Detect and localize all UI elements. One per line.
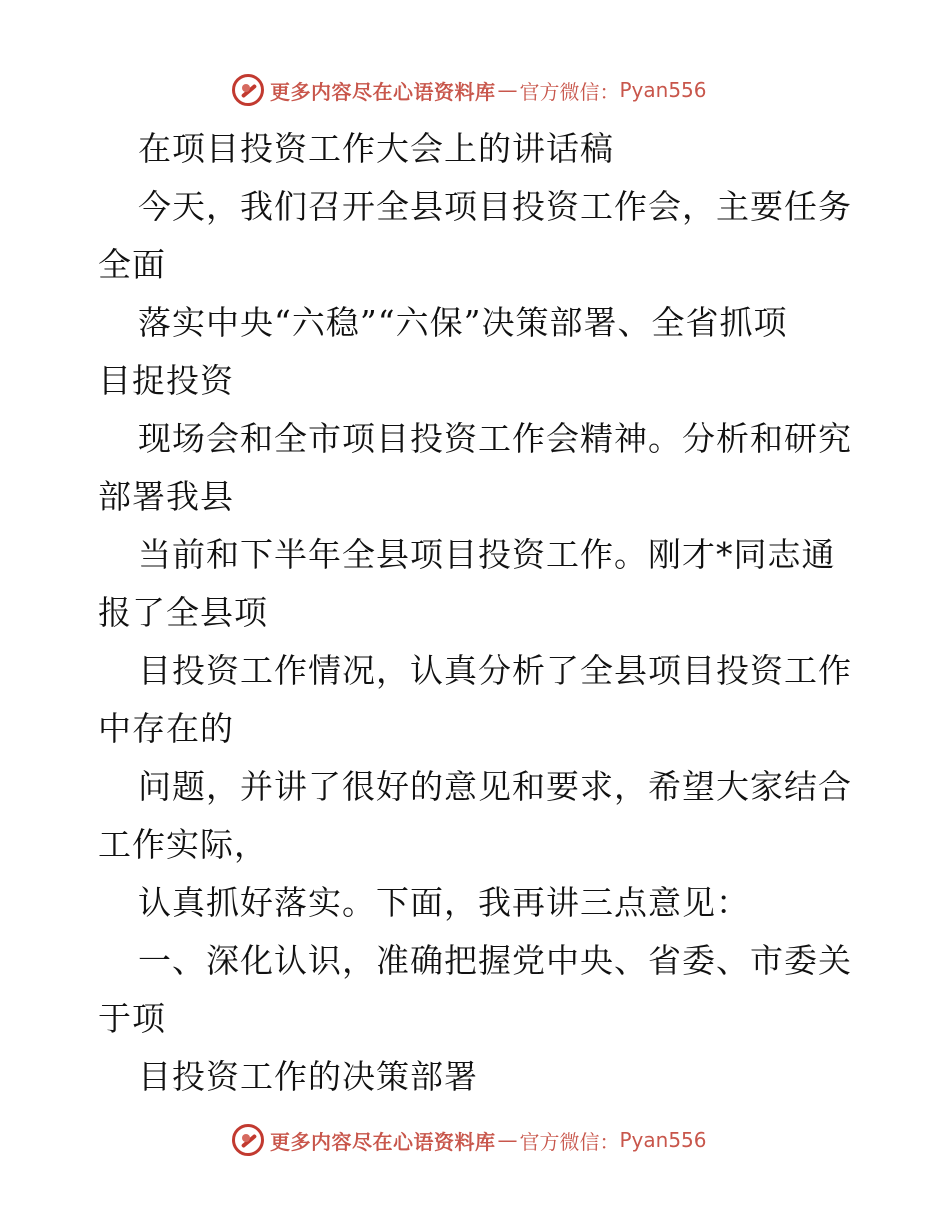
text-line: 全面 (98, 245, 166, 284)
document-body (98, 120, 898, 1106)
watermark-title: 更多内容尽在心语资料库 (270, 79, 496, 104)
watermark-wechat: Pyan556 (619, 78, 707, 102)
text-line: 目投资工作情况，认真分析了全县项目投资工作 (138, 651, 852, 690)
text-line: 部署我县 (98, 477, 234, 516)
text-line: 工作实际， (98, 825, 268, 864)
text-line: 落实中央“六稳”“六保”决策部署、全省抓项 (138, 303, 788, 342)
text-line: 报了全县项 (98, 593, 268, 632)
text-line: 中存在的 (98, 709, 234, 748)
watermark-label: 官方微信： (519, 1129, 620, 1154)
text-line: 问题，并讲了很好的意见和要求，希望大家结合 (138, 767, 852, 806)
section-heading: 一、深化认识，准确把握党中央、省委、市委关 (138, 941, 852, 980)
logo-icon (232, 1124, 264, 1156)
text-line: 于项 (98, 999, 166, 1038)
text-line: 当前和下半年全县项目投资工作。刚才*同志通 (138, 535, 836, 574)
header-watermark (232, 70, 707, 110)
watermark-wechat: Pyan556 (619, 1128, 707, 1152)
text-line: 认真抓好落实。下面，我再讲三点意见： (138, 883, 750, 922)
watermark-dash: — (497, 1128, 518, 1152)
footer-watermark (232, 1120, 707, 1160)
logo-icon (232, 74, 264, 106)
watermark-dash: — (497, 78, 518, 102)
text-line: 目投资工作的决策部署 (138, 1057, 478, 1096)
text-line: 目捉投资 (98, 361, 234, 400)
watermark-label: 官方微信： (519, 79, 620, 104)
document-title: 在项目投资工作大会上的讲话稿 (138, 129, 614, 168)
text-line: 今天，我们召开全县项目投资工作会，主要任务 (138, 187, 852, 226)
watermark-title: 更多内容尽在心语资料库 (270, 1129, 496, 1154)
text-line: 现场会和全市项目投资工作会精神。分析和研究 (138, 419, 852, 458)
